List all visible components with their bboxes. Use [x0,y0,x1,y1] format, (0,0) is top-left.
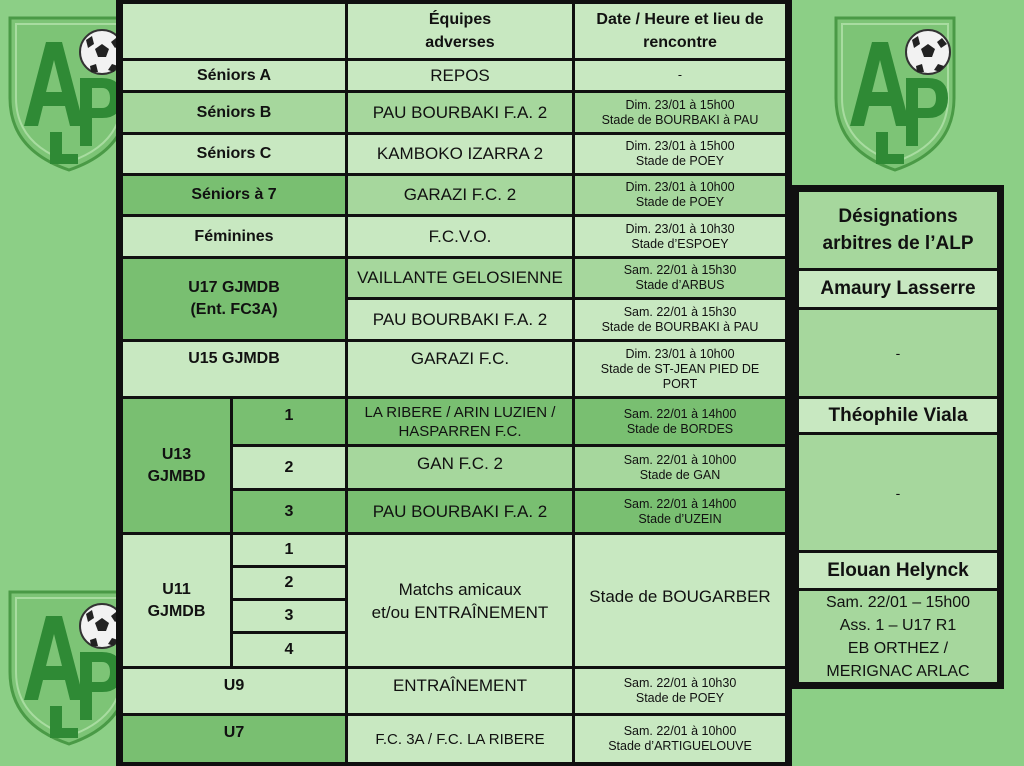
referees-title: Désignations arbitres de l’ALP [799,192,997,268]
referee-detail-2: - [799,435,997,550]
date-u17-1: Sam. 22/01 à 15h30 Stade d’ARBUS [575,259,785,297]
alp-crest-icon [832,14,958,174]
u13-team-2: 2 [233,447,345,488]
opponent-seniors-b: PAU BOURBAKI F.A. 2 [348,93,572,132]
opponent-u13-2: GAN F.C. 2 [348,447,572,488]
date-u13-2: Sam. 22/01 à 10h00 Stade de GAN [575,447,785,488]
referee-name-1: Amaury Lasserre [799,271,997,307]
category-seniors-c: Séniors C [123,135,345,173]
opponent-u13-1: LA RIBERE / ARIN LUZIEN / HASPARREN F.C. [348,399,572,444]
date-u15: Dim. 23/01 à 10h00 Stade de ST-JEAN PIED DE PORT [575,342,785,396]
opponent-u13-3: PAU BOURBAKI F.A. 2 [348,491,572,532]
opponent-u9: ENTRAÎNEMENT [348,669,572,713]
referee-detail-3: Sam. 22/01 – 15h00 Ass. 1 – U17 R1 EB ORTHEZ / MERIGNAC ARLAC [799,591,997,682]
category-u11: U11 GJMDB [123,535,230,666]
referee-detail-1: - [799,310,997,396]
category-u7: U7 [123,716,345,762]
alp-crest-icon [6,588,132,748]
category-seniors-b: Séniors B [123,93,345,132]
category-u17: U17 GJMDB (Ent. FC3A) [123,259,345,339]
u11-activity: Matchs amicaux et/ou ENTRAÎNEMENT [348,535,572,666]
category-seniors-a: Séniors A [123,61,345,90]
referee-designations-panel [792,185,1004,689]
logo-text: ALP [69,172,71,173]
u11-team-3: 3 [233,601,345,631]
opponent-u17-1: VAILLANTE GELOSIENNE [348,259,572,297]
opponent-seniors-7: GARAZI F.C. 2 [348,176,572,214]
club-logo-top-left [6,14,132,174]
category-seniors-7: Séniors à 7 [123,176,345,214]
referee-name-3: Elouan Helynck [799,553,997,588]
date-u13-1: Sam. 22/01 à 14h00 Stade de BORDES [575,399,785,444]
opponent-u7: F.C. 3A / F.C. LA RIBERE [348,716,572,762]
category-u15: U15 GJMDB [123,342,345,396]
opponent-u17-2: PAU BOURBAKI F.A. 2 [348,300,572,339]
date-u17-2: Sam. 22/01 à 15h30 Stade de BOURBAKI à PAU [575,300,785,339]
date-seniors-7: Dim. 23/01 à 10h00 Stade de POEY [575,176,785,214]
opponent-feminines: F.C.V.O. [348,217,572,256]
header-opponents: Équipes adverses [348,4,572,58]
u13-team-1: 1 [233,399,345,444]
date-u13-3: Sam. 22/01 à 14h00 Stade d’UZEIN [575,491,785,532]
date-seniors-a: - [575,61,785,90]
header-corner [123,4,345,58]
referee-name-2: Théophile Viala [799,399,997,432]
date-u7: Sam. 22/01 à 10h00 Stade d’ARTIGUELOUVE [575,716,785,762]
category-u13: U13 GJMBD [123,399,230,532]
date-feminines: Dim. 23/01 à 10h30 Stade d’ESPOEY [575,217,785,256]
schedule-table [116,0,792,766]
u11-venue: Stade de BOUGARBER [575,535,785,666]
u13-team-3: 3 [233,491,345,532]
alp-crest-icon [6,14,132,174]
opponent-seniors-c: KAMBOKO IZARRA 2 [348,135,572,173]
header-datetime: Date / Heure et lieu de rencontre [575,4,785,58]
club-logo-top-right [832,14,958,174]
date-seniors-c: Dim. 23/01 à 15h00 Stade de POEY [575,135,785,173]
category-u9: U9 [123,669,345,713]
category-feminines: Féminines [123,217,345,256]
opponent-seniors-a: REPOS [348,61,572,90]
date-u9: Sam. 22/01 à 10h30 Stade de POEY [575,669,785,713]
club-logo-bottom-left [6,588,132,748]
u11-team-1: 1 [233,535,345,565]
date-seniors-b: Dim. 23/01 à 15h00 Stade de BOURBAKI à PAU [575,93,785,132]
u11-team-2: 2 [233,568,345,598]
u11-team-4: 4 [233,634,345,666]
opponent-u15: GARAZI F.C. [348,342,572,396]
